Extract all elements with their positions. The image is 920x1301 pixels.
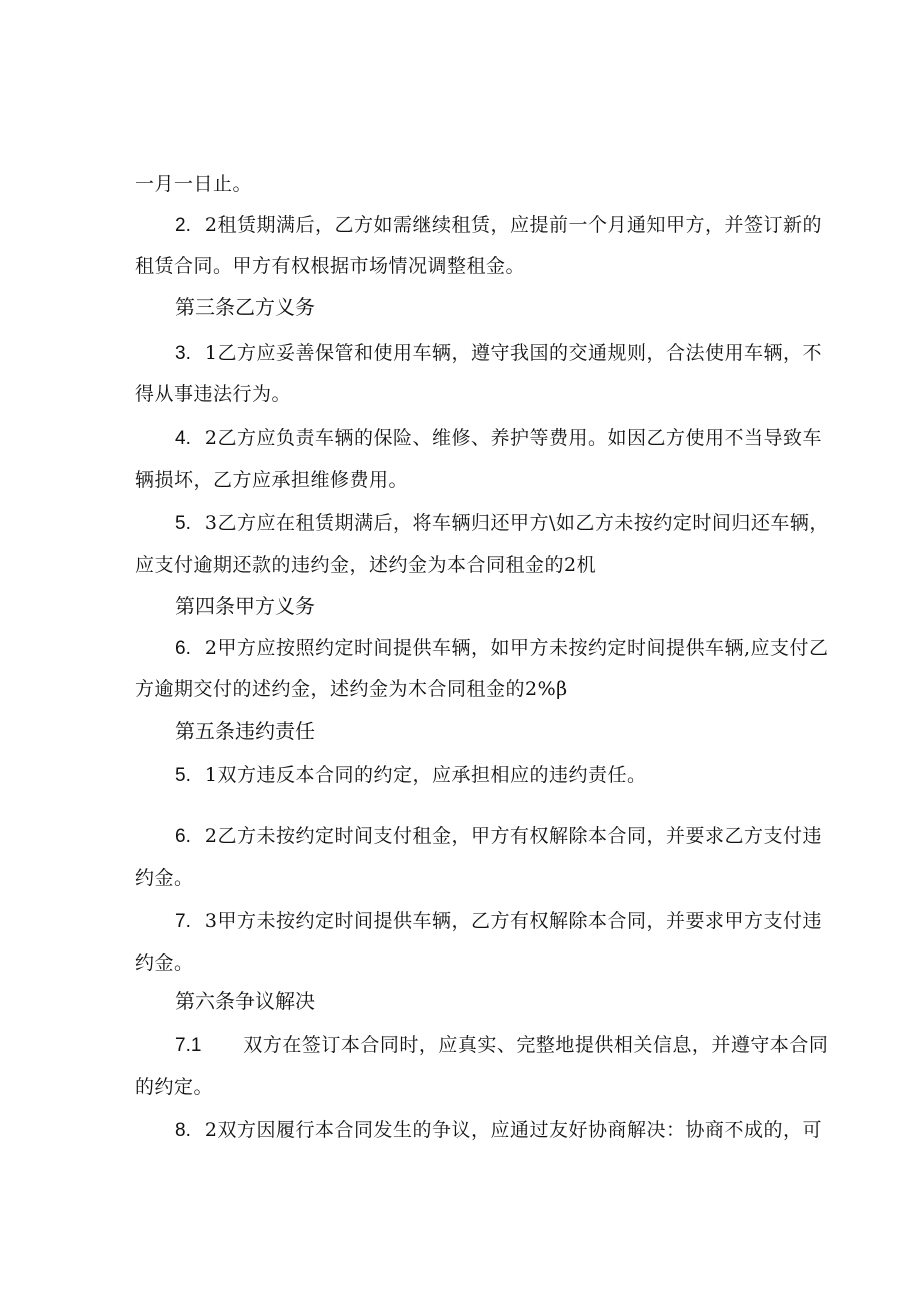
clause-number: 5.	[175, 765, 191, 786]
paragraph-line	[135, 254, 796, 278]
paragraph-line	[135, 468, 796, 492]
section-heading: 第三条乙方义务	[175, 295, 315, 319]
paragraph-line	[175, 909, 822, 934]
paragraph-line	[135, 382, 796, 406]
text: 2乙方应负责车辆的保险、维修、养护等费用。如因乙方使用不当导致车	[204, 427, 822, 449]
clause-number: 2.	[175, 215, 191, 236]
paragraph-line	[175, 636, 829, 661]
paragraph-line	[175, 1033, 829, 1058]
text: 的约定。	[135, 1076, 214, 1098]
text: 2双方因履行本合同发生的争议，应通过友好协商解决：协商不成的，可	[204, 1119, 822, 1141]
text: 双方在签订本合同时，应真实、完整地提供相关信息，并遵守本合同	[243, 1034, 829, 1056]
text: 3甲方未按约定时间提供车辆，乙方有权解除本合同，并要求甲方支付违	[204, 910, 822, 932]
clause-number: 7.1	[175, 1035, 202, 1056]
paragraph-line	[175, 341, 822, 366]
paragraph-line	[135, 677, 796, 701]
text: 3乙方应在租赁期满后，将车辆归还甲方\如乙方未按约定时间归还车辆，	[204, 512, 829, 534]
clause-number: 4.	[175, 428, 191, 449]
text: 约金。	[135, 952, 194, 974]
paragraph-line	[175, 511, 829, 536]
text: 方逾期交付的述约金，述约金为木合同租金的2%β	[135, 678, 568, 700]
paragraph-line	[175, 426, 822, 451]
clause-number: 3.	[175, 343, 191, 364]
paragraph-line	[175, 213, 822, 238]
paragraph-line	[135, 866, 796, 890]
section-heading: 第五条违约责任	[175, 719, 315, 743]
text: 1双方违反本合同的约定，应承担相应的违约责任。	[204, 764, 647, 786]
text: 租赁合同。甲方有权根据市场情况调整租金。	[135, 255, 526, 277]
text: 1乙方应妥善保管和使用车辆，遵守我国的交通规则，合法使用车辆，不	[204, 342, 822, 364]
clause-number: 6.	[175, 638, 191, 659]
clause-number: 6.	[175, 826, 191, 847]
text: 应支付逾期还款的违约金，述约金为本合同租金的2机	[135, 554, 597, 576]
text: 得从事违法行为。	[135, 383, 292, 405]
text: 2乙方未按约定时间支付租金，甲方有权解除本合同，并要求乙方支付违	[204, 825, 822, 847]
text: 2租赁期满后，乙方如需继续租赁，应提前一个月通知甲方，并签订新的	[204, 214, 822, 236]
section-heading: 第六条争议解决	[175, 989, 315, 1013]
text: 一月一日止。	[135, 173, 253, 195]
clause-number: 7.	[175, 911, 191, 932]
clause-number: 5.	[175, 513, 191, 534]
clause-number: 8.	[175, 1120, 191, 1141]
paragraph-line	[135, 1075, 796, 1099]
paragraph-line	[175, 763, 796, 788]
text: 2甲方应按照约定时间提供车辆，如甲方未按约定时间提供车辆,应支付乙	[204, 637, 829, 659]
paragraph-line	[175, 1118, 822, 1143]
text: 辆损坏，乙方应承担维修费用。	[135, 469, 409, 491]
text: 约金。	[135, 867, 194, 889]
section-heading: 第四条甲方义务	[175, 594, 315, 618]
paragraph-line	[135, 172, 796, 196]
paragraph-line	[135, 553, 796, 577]
paragraph-line	[175, 824, 822, 849]
paragraph-line	[135, 951, 796, 975]
